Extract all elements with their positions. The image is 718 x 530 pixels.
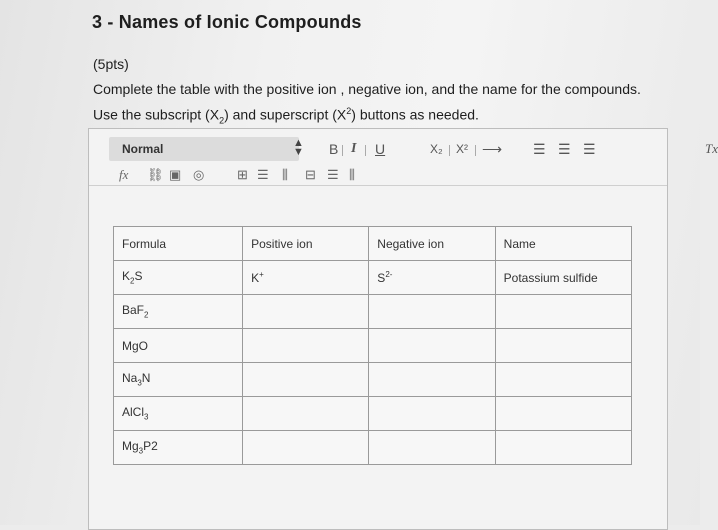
positive-ion-cell[interactable] xyxy=(243,261,369,295)
toolbar-separator xyxy=(342,145,343,156)
unordered-list-icon[interactable]: ☰ xyxy=(558,141,571,157)
formula-text: N xyxy=(141,371,151,386)
positive-ion-cell[interactable] xyxy=(243,397,369,431)
formula-sub: 3 xyxy=(137,378,142,388)
clear-format-button[interactable]: Tx xyxy=(705,141,718,156)
italic-button[interactable]: I xyxy=(351,141,357,156)
toolbar-separator xyxy=(365,145,366,156)
header-formula[interactable]: Formula xyxy=(114,227,243,261)
ion-text: K xyxy=(251,271,260,285)
formula-text: P2 xyxy=(143,439,158,454)
instructions-part3: ) buttons as needed. xyxy=(351,106,479,123)
ionic-compounds-table xyxy=(113,226,632,465)
points-label: (5pts) xyxy=(93,56,129,72)
table-row xyxy=(114,397,632,431)
name-cell[interactable] xyxy=(495,329,631,363)
name-cell[interactable] xyxy=(495,295,631,329)
header-name[interactable]: Name xyxy=(495,227,631,261)
paragraph-style-select[interactable] xyxy=(109,137,304,161)
formula-text: MgO xyxy=(122,338,149,353)
indent-icon[interactable]: ☰ xyxy=(583,141,596,157)
table-row xyxy=(114,363,632,397)
instructions-sub: 2 xyxy=(219,115,225,126)
negative-ion-cell[interactable] xyxy=(369,363,495,397)
name-cell[interactable] xyxy=(495,363,631,397)
formula-text: BaF xyxy=(122,303,145,318)
superscript-button[interactable]: X² xyxy=(456,142,468,156)
table-row xyxy=(114,261,632,295)
instructions xyxy=(93,78,653,131)
formula-cell[interactable] xyxy=(114,261,243,295)
underline-button[interactable]: U xyxy=(375,141,386,157)
formula-cell[interactable] xyxy=(114,295,243,329)
table-row xyxy=(114,329,632,363)
negative-ion-cell[interactable] xyxy=(369,431,495,465)
negative-ion-cell[interactable] xyxy=(369,397,495,431)
formula-sub: 2 xyxy=(130,276,135,286)
formula-text: S xyxy=(134,269,143,284)
rich-text-editor[interactable] xyxy=(88,128,718,530)
negative-ion-cell[interactable] xyxy=(369,329,495,363)
name-cell[interactable]: Potassium sulfide xyxy=(495,261,631,295)
header-negative-ion[interactable]: Negative ion xyxy=(369,227,495,261)
formula-text: Na xyxy=(122,371,138,386)
question-title: 3 - Names of Ionic Compounds xyxy=(92,12,362,32)
image-icon[interactable]: ▣ xyxy=(169,167,182,182)
insert-row-icon[interactable]: ☰ xyxy=(257,167,269,182)
name-cell[interactable] xyxy=(495,431,631,465)
style-select-label: Normal xyxy=(122,142,164,156)
header-positive-ion[interactable]: Positive ion xyxy=(243,227,369,261)
formula-cell[interactable] xyxy=(114,363,243,397)
embed-icon[interactable]: ◎ xyxy=(193,167,205,182)
formula-sub: 3 xyxy=(138,446,144,456)
instructions-part2: ) and superscript (X xyxy=(224,106,347,123)
toolbar-separator xyxy=(475,145,476,156)
ion-charge: 2- xyxy=(385,270,393,279)
insert-table-icon[interactable]: ⊞ xyxy=(237,167,248,182)
formula-cell[interactable] xyxy=(114,397,243,431)
table-row xyxy=(114,295,632,329)
formula-text: AlCl xyxy=(122,405,145,420)
formula-text: Mg xyxy=(122,439,139,454)
delete-row-icon[interactable]: ☰ xyxy=(327,167,339,182)
positive-ion-cell[interactable] xyxy=(243,295,369,329)
delete-table-icon[interactable]: ⊟ xyxy=(305,167,316,182)
instructions-part1: Complete the table with the positive ion , negative ion, and the name for the compounds. Use the subscript (X xyxy=(93,81,641,123)
insert-column-icon[interactable]: ⫼ xyxy=(282,167,288,182)
table-row xyxy=(114,431,632,465)
editor-toolbar xyxy=(89,129,718,186)
bold-button[interactable]: B xyxy=(329,141,339,157)
arrow-button[interactable]: ⟶ xyxy=(482,141,503,157)
formula-button[interactable]: fx xyxy=(119,167,129,182)
formula-sub: 3 xyxy=(144,412,149,422)
positive-ion-cell[interactable] xyxy=(243,329,369,363)
delete-column-icon[interactable]: ⫼ xyxy=(349,167,355,182)
updown-arrow-icon: ▲ ▼ xyxy=(293,137,304,158)
positive-ion-cell[interactable] xyxy=(243,363,369,397)
instructions-sup: 2 xyxy=(346,106,352,116)
link-icon[interactable]: ⛓ xyxy=(147,167,164,182)
formula-cell[interactable] xyxy=(114,329,243,363)
table-header-row xyxy=(114,227,632,261)
ion-charge: + xyxy=(259,270,264,279)
negative-ion-cell[interactable] xyxy=(369,295,495,329)
toolbar-separator xyxy=(449,145,450,156)
formula-text: K xyxy=(122,269,131,284)
formula-cell[interactable] xyxy=(114,431,243,465)
ordered-list-icon[interactable]: ☰ xyxy=(533,141,546,157)
subscript-button[interactable]: X₂ xyxy=(430,142,443,156)
ion-text: S xyxy=(377,271,386,285)
formula-sub: 2 xyxy=(144,310,149,320)
negative-ion-cell[interactable] xyxy=(369,261,495,295)
toolbar-row-1 xyxy=(89,137,718,163)
toolbar-row-2 xyxy=(89,165,667,189)
name-cell[interactable] xyxy=(495,397,631,431)
positive-ion-cell[interactable] xyxy=(243,431,369,465)
